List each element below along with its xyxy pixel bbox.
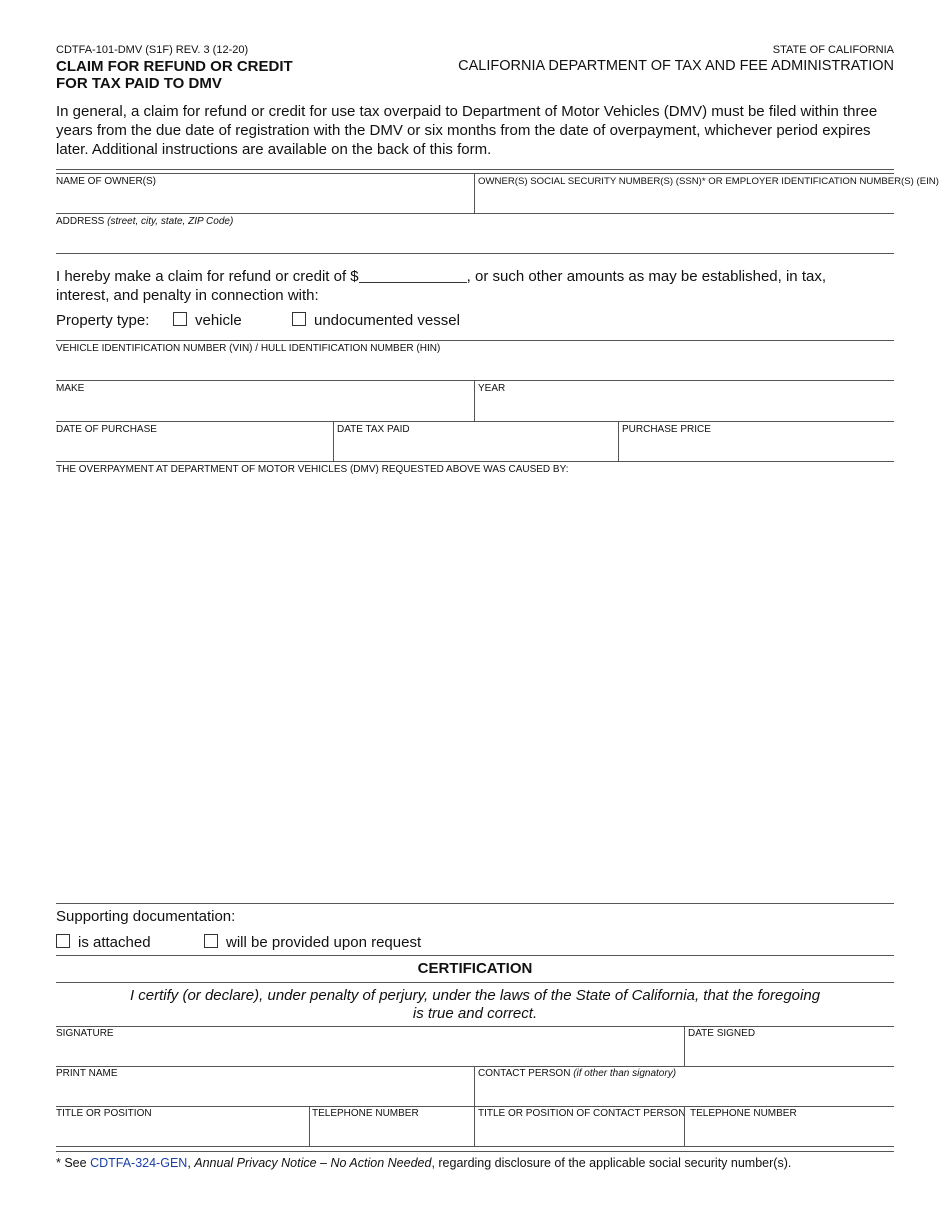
intro-paragraph: In general, a claim for refund or credit for use tax overpaid to Department of Motor Vehicles (DMV) must be filed within three years from the due date of registration with the DMV or six months from the date of overpayment, whichever period expires later. Additional instructions are available on the back of this form. <box>56 103 878 158</box>
contact-telephone-field[interactable] <box>685 1107 894 1146</box>
supporting-doc-label: Supporting documentation: <box>56 908 236 925</box>
privacy-notice-link[interactable]: CDTFA-324-GEN <box>90 1156 188 1170</box>
date-tax-paid-label: DATE TAX PAID <box>337 424 410 435</box>
attached-option-label: is attached <box>78 934 151 951</box>
vehicle-checkbox[interactable] <box>173 312 187 326</box>
claim-amount-field[interactable] <box>359 269 467 283</box>
agency-name: CALIFORNIA DEPARTMENT OF TAX AND FEE ADMINISTRATION <box>458 58 894 74</box>
date-tax-paid-field[interactable] <box>334 422 618 461</box>
address-field[interactable] <box>56 214 894 253</box>
date-signed-field[interactable] <box>685 1027 894 1066</box>
upon-request-checkbox[interactable] <box>204 934 218 948</box>
certification-heading: CERTIFICATION <box>417 960 533 977</box>
purchase-price-label: PURCHASE PRICE <box>622 424 711 435</box>
owner-name-label: NAME OF OWNER(S) <box>56 176 156 187</box>
date-signed-label: DATE SIGNED <box>688 1028 756 1039</box>
form-title-line2: FOR TAX PAID TO DMV <box>56 75 222 92</box>
vessel-checkbox[interactable] <box>292 312 306 326</box>
date-purchase-field[interactable] <box>56 422 333 461</box>
upon-request-option-label: will be provided upon request <box>226 934 422 951</box>
state-label: STATE OF CALIFORNIA <box>772 44 894 56</box>
print-name-label: PRINT NAME <box>56 1068 118 1079</box>
vehicle-option-label: vehicle <box>195 312 242 329</box>
attached-checkbox[interactable] <box>56 934 70 948</box>
date-purchase-label: DATE OF PURCHASE <box>56 424 157 435</box>
property-type-label: Property type: <box>56 312 150 329</box>
overpayment-cause-label: THE OVERPAYMENT AT DEPARTMENT OF MOTOR VEHICLES (DMV) REQUESTED ABOVE WAS CAUSED BY: <box>56 464 569 475</box>
contact-person-field[interactable] <box>475 1067 894 1106</box>
contact-person-label: CONTACT PERSON (if other than signatory) <box>478 1068 677 1079</box>
contact-title-label: TITLE OR POSITION OF CONTACT PERSON <box>478 1108 686 1119</box>
vin-label: VEHICLE IDENTIFICATION NUMBER (VIN) / HULL IDENTIFICATION NUMBER (HIN) <box>56 343 441 354</box>
title-position-label: TITLE OR POSITION <box>56 1108 152 1119</box>
form-title-line1: CLAIM FOR REFUND OR CREDIT <box>56 58 293 75</box>
vin-field[interactable] <box>56 341 894 380</box>
make-label: MAKE <box>56 383 85 394</box>
vessel-option-label: undocumented vessel <box>314 312 460 329</box>
privacy-footnote: * See CDTFA-324-GEN, Annual Privacy Notice – No Action Needed, regarding disclosure of the applicable social security number(s). <box>56 1156 792 1170</box>
make-field[interactable] <box>56 381 474 421</box>
owner-ssn-field[interactable] <box>475 174 894 213</box>
purchase-price-field[interactable] <box>619 422 894 461</box>
title-position-field[interactable] <box>56 1107 308 1146</box>
year-field[interactable] <box>475 381 894 421</box>
print-name-field[interactable] <box>56 1067 474 1106</box>
contact-telephone-label: TELEPHONE NUMBER <box>690 1108 797 1119</box>
signature-label: SIGNATURE <box>56 1028 114 1039</box>
property-type-row <box>56 311 149 330</box>
overpayment-cause-field[interactable] <box>56 478 894 902</box>
address-label: ADDRESS (street, city, state, ZIP Code) <box>56 216 234 227</box>
form-number: CDTFA-101-DMV (S1F) REV. 3 (12-20) <box>56 44 249 56</box>
owner-ssn-label: OWNER(S) SOCIAL SECURITY NUMBER(S) (SSN)* OR EMPLOYER IDENTIFICATION NUMBER(S) (EIN) <box>478 176 939 187</box>
telephone-field[interactable] <box>310 1107 474 1146</box>
contact-title-field[interactable] <box>475 1107 686 1146</box>
certification-statement: I certify (or declare), under penalty of perjury, under the laws of the State of California, that the foregoing is true and correct. <box>129 987 821 1022</box>
year-label: YEAR <box>478 383 506 394</box>
signature-field[interactable] <box>56 1027 683 1066</box>
claim-statement: I hereby make a claim for refund or credit of $ , or such other amounts as may be established, in tax, interest, and penalty in connection with: <box>56 268 826 304</box>
telephone-label: TELEPHONE NUMBER <box>312 1108 419 1119</box>
owner-name-field[interactable] <box>56 174 474 213</box>
